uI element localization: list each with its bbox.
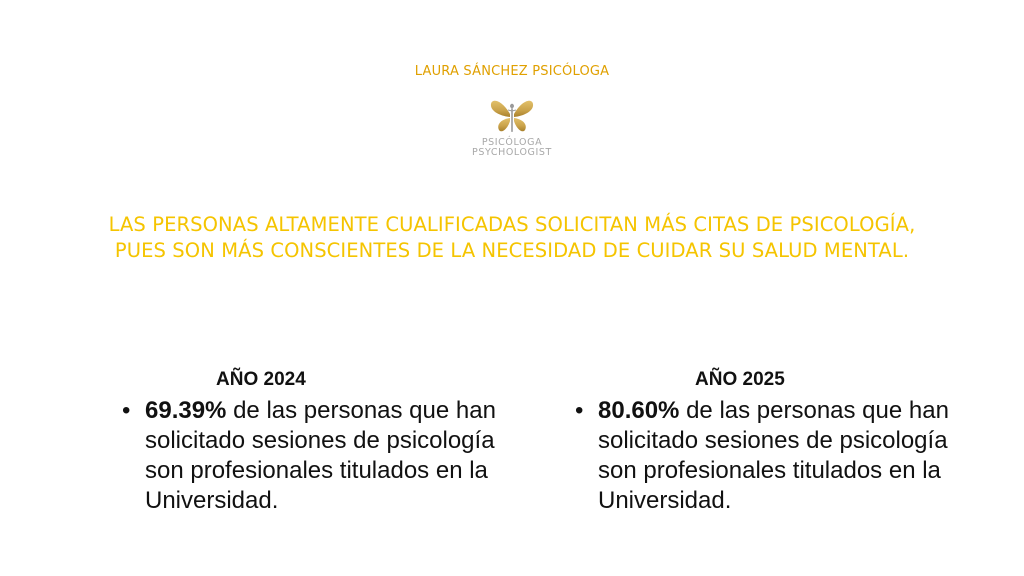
year-heading: AÑO 2025 xyxy=(695,369,785,390)
butterfly-icon xyxy=(462,96,562,136)
stat-percent: 69.39% xyxy=(145,397,227,424)
stat-percent: 80.60% xyxy=(598,397,680,424)
stat-text: de las personas que han solicitado sesiones de psicología son profesionales titulados en la Universidad. xyxy=(598,397,949,514)
year-heading: AÑO 2024 xyxy=(216,369,306,390)
bullet-icon: • xyxy=(122,397,131,424)
stat-bullet xyxy=(571,396,951,516)
logo-text-psicologa: PSICÓLOGA xyxy=(481,137,543,148)
stat-column-2025 xyxy=(571,368,951,516)
stat-column-2024 xyxy=(118,368,498,516)
headline xyxy=(40,212,984,264)
stat-text: de las personas que han solicitado sesiones de psicología son profesionales titulados en la Universidad. xyxy=(145,397,496,514)
brand-name: LAURA SÁNCHEZ PSICÓLOGA xyxy=(414,64,610,79)
headline-line-2: PUES SON MÁS CONSCIENTES DE LA NECESIDAD DE CUIDAR SU SALUD MENTAL. xyxy=(114,239,910,262)
stat-bullet xyxy=(118,396,498,516)
headline-line-1: LAS PERSONAS ALTAMENTE CUALIFICADAS SOLICITAN MÁS CITAS DE PSICOLOGÍA, xyxy=(108,213,916,236)
logo xyxy=(462,96,562,166)
logo-text-psychologist: PSYCHOLOGIST xyxy=(472,147,552,158)
bullet-icon: • xyxy=(575,397,584,424)
